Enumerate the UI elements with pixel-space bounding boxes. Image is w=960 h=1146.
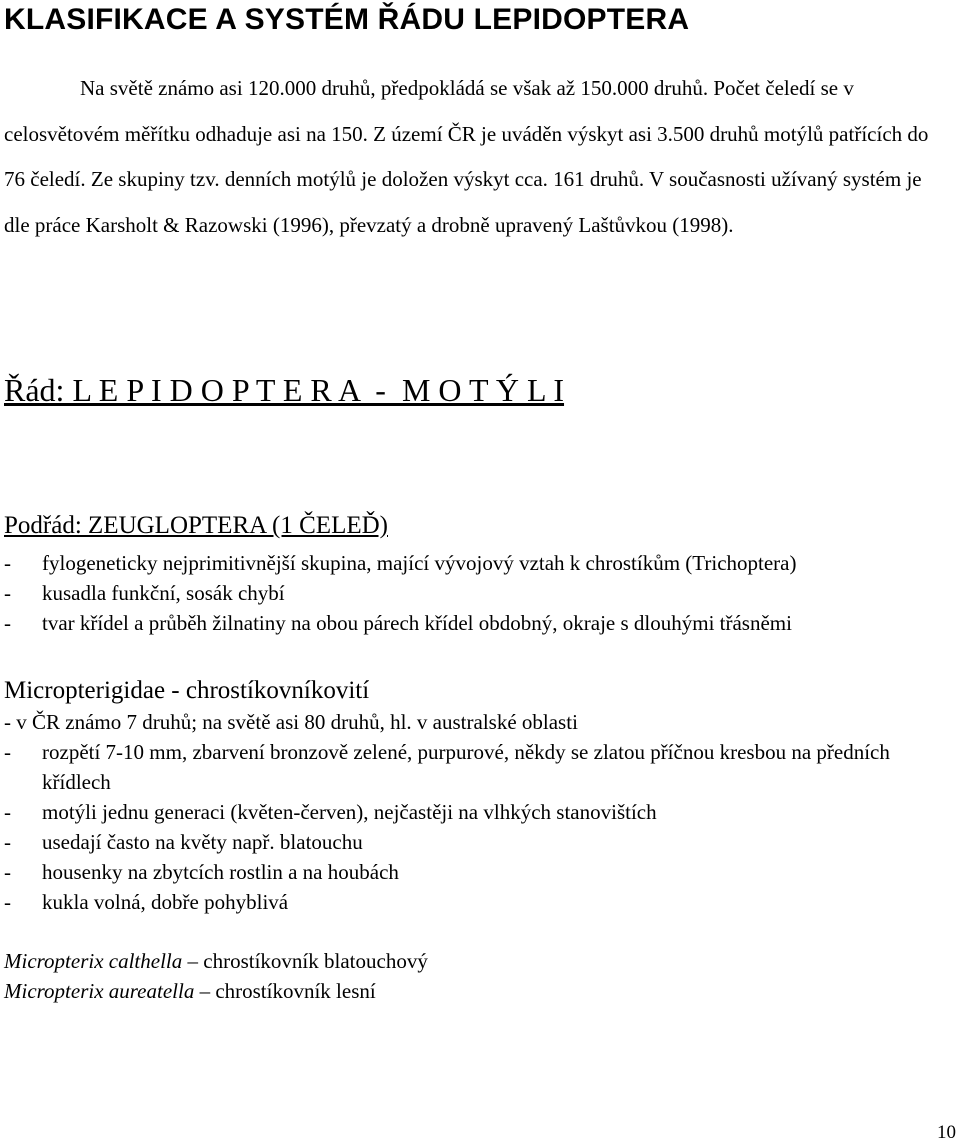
bullet-dash: - [4, 800, 11, 824]
bullet-dash: - [4, 551, 11, 575]
bullet-dash: - [4, 611, 11, 635]
suborder-heading: Podřád: ZEUGLOPTERA (1 ČELEĎ) [4, 512, 388, 539]
suborder-characteristics-list [4, 548, 797, 638]
species-common-name: chrostíkovník blatouchový [203, 949, 428, 973]
species-entry [4, 946, 428, 976]
list-item-text: kukla volná, dobře pohyblivá [42, 890, 289, 914]
list-item-text: usedají často na květy např. blatouchu [42, 830, 363, 854]
list-item [4, 578, 797, 608]
page-number: 10 [937, 1122, 956, 1143]
intro-paragraph: Na světě známo asi 120.000 druhů, předpokládá se však až 150.000 druhů. Počet čeledí se v celosvětovém měřítku odhaduje asi na 150. Z území ČR je uváděn výskyt asi 3.500 druhů motýlů patřících do 76 čeledí. Ze skupiny tzv. denních motýlů je doložen výskyt cca. 161 druhů. V současnosti užívaný systém je dle práce Karsholt & Razowski (1996), převzatý a drobně upravený Laštůvkou (1998). [4, 76, 929, 237]
order-heading: Řád: L E P I D O P T E R A - M O T Ý L I [4, 372, 565, 408]
list-item [4, 857, 960, 887]
family-characteristics-list [4, 737, 960, 917]
list-item-text: fylogeneticky nejprimitivnější skupina, mající vývojový vztah k chrostíkům (Trichoptera) [42, 551, 797, 575]
list-item-text: kusadla funkční, sosák chybí [42, 581, 285, 605]
species-entry [4, 976, 376, 1006]
bullet-dash: - [4, 890, 11, 914]
bullet-dash: - [4, 740, 11, 764]
list-item [4, 548, 797, 578]
list-item-text: tvar křídel a průběh žilnatiny na obou párech křídel obdobný, okraje s dlouhými třásněmi [42, 611, 792, 635]
species-latin-name: Micropterix aureatella [4, 979, 195, 1003]
bullet-dash: - [4, 860, 11, 884]
list-item [4, 827, 960, 857]
list-item-text: motýli jednu generaci (květen-červen), nejčastěji na vlhkých stanovištích [42, 800, 657, 824]
species-separator: – [182, 949, 204, 973]
list-item [4, 887, 960, 917]
family-heading: Micropterigidae - chrostíkovníkovití [4, 677, 370, 704]
species-latin-name: Micropterix calthella [4, 949, 183, 973]
list-item-text: rozpětí 7-10 mm, zbarvení bronzově zelené, purpurové, někdy se zlatou příčnou kresbou na předních křídlech [42, 740, 890, 794]
species-common-name: chrostíkovník lesní [215, 979, 376, 1003]
bullet-dash: - [4, 830, 11, 854]
bullet-dash: - [4, 581, 11, 605]
list-item [4, 608, 797, 638]
species-separator: – [194, 979, 216, 1003]
list-item-text: housenky na zbytcích rostlin a na houbách [42, 860, 399, 884]
document-title: KLASIFIKACE A SYSTÉM ŘÁDU LEPIDOPTERA [4, 3, 690, 36]
list-item [4, 737, 960, 797]
list-item [4, 797, 960, 827]
family-note: - v ČR známo 7 druhů; na světě asi 80 druhů, hl. v australské oblasti [4, 710, 578, 734]
